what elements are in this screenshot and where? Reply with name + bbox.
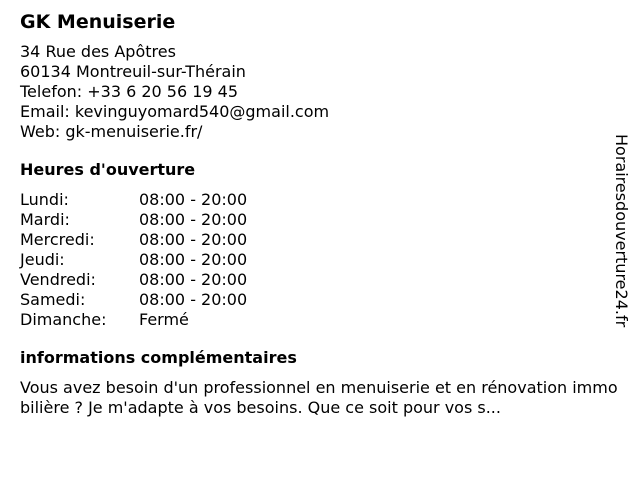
hours-day: Dimanche: [20,310,107,329]
hours-table [20,190,620,330]
hours-time: 08:00 - 20:00 [139,250,248,269]
hours-time: Fermé [139,310,189,329]
info-heading: informations complémentaires [20,348,297,367]
hours-day: Mercredi: [20,230,95,249]
hours-time: 08:00 - 20:00 [139,270,248,289]
hours-time: 08:00 - 20:00 [139,290,248,309]
hours-row [20,190,620,210]
hours-heading: Heures d'ouverture [20,160,196,179]
hours-day: Mardi: [20,210,70,229]
web-line[interactable]: Web: gk-menuiserie.fr/ [20,122,203,141]
hours-row [20,270,620,290]
hours-time: 08:00 - 20:00 [139,210,248,229]
hours-day: Lundi: [20,190,69,209]
business-card [20,10,620,418]
email-line[interactable]: Email: kevinguyomard540@gmail.com [20,102,330,121]
info-description: Vous avez besoin d'un professionnel en menuiserie et en rénovation immobilière ? Je m'adapte à vos besoins. Que ce soit pour vos s... [20,378,618,417]
address-line-1: 34 Rue des Apôtres [20,42,176,61]
hours-row [20,230,620,250]
hours-row [20,310,620,330]
business-name: GK Menuiserie [20,11,176,33]
hours-row [20,210,620,230]
hours-day: Jeudi: [20,250,65,269]
hours-row [20,250,620,270]
side-brand-text: Horairesdouverture24.fr [612,134,631,328]
hours-day: Samedi: [20,290,86,309]
hours-row [20,290,620,310]
hours-time: 08:00 - 20:00 [139,230,248,249]
hours-time: 08:00 - 20:00 [139,190,248,209]
hours-day: Vendredi: [20,270,96,289]
phone-line[interactable]: Telefon: +33 6 20 56 19 45 [20,82,239,101]
address-line-2: 60134 Montreuil-sur-Thérain [20,62,246,81]
